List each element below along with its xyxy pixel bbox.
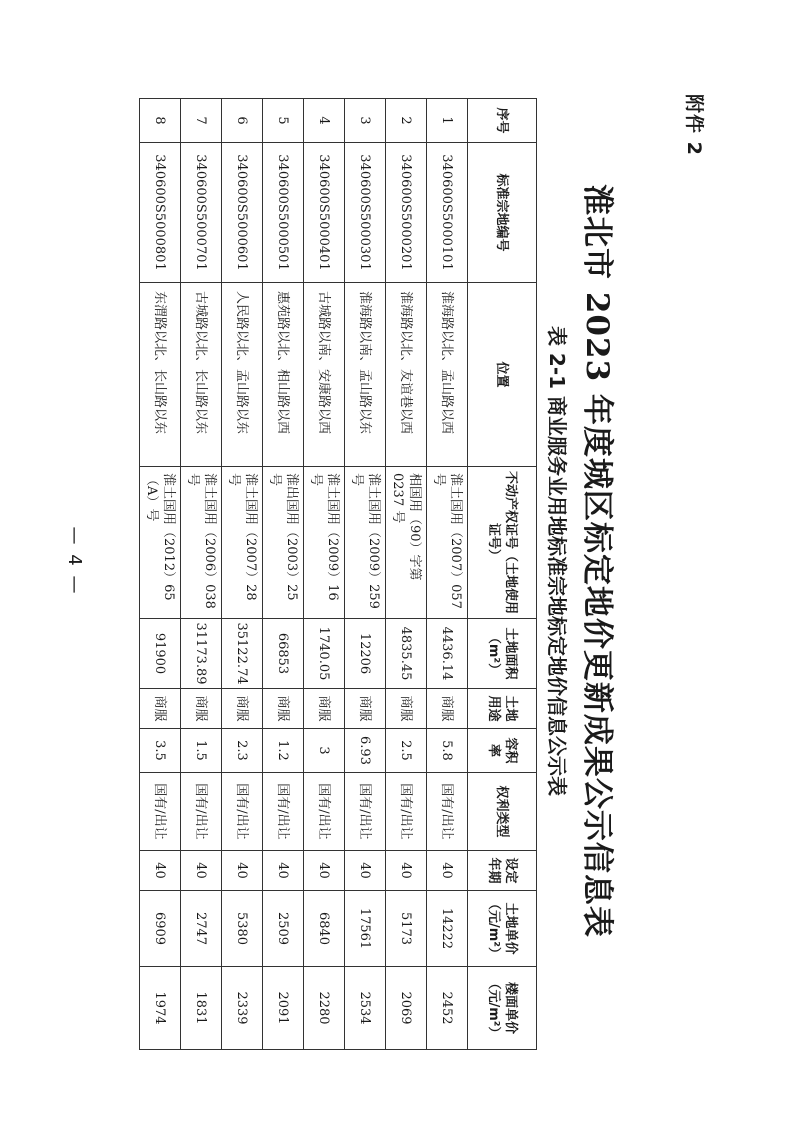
cell-land-use: 商服 [140,689,181,729]
cell-floor-price: 2452 [427,967,468,1050]
col-header: 不动产权证号（土地使用证号） [468,467,537,619]
cell-area: 12206 [345,619,386,689]
cell-floor-price: 2091 [263,967,304,1050]
cell-location: 惠苑路以北、相山路以西 [263,283,304,467]
cell-term: 40 [181,851,222,891]
table-caption: 表 2-1 商业服务业用地标准宗地标定地价信息公示表 [545,325,569,797]
cell-location: 淮海路以北、友谊巷以西 [386,283,427,467]
cell-number: 3 [345,99,386,143]
cell-area: 35122.74 [222,619,263,689]
cell-land-price: 14222 [427,891,468,967]
cell-plot-ratio: 3 [304,729,345,773]
cell-term: 40 [304,851,345,891]
cell-certificate: 淮土国用（2006）038 号 [181,467,222,619]
table-row [181,99,222,1050]
table-row [386,99,427,1050]
cell-location: 古城路以北、长山路以东 [181,283,222,467]
cell-plot-ratio: 1.2 [263,729,304,773]
cell-parcel-code: 340600S5000401 [304,143,345,283]
table-row [304,99,345,1050]
cell-parcel-code: 340600S5000101 [427,143,468,283]
cell-right-type: 国有/出让 [304,773,345,851]
cell-term: 40 [140,851,181,891]
col-header: 土地面积（m²） [468,619,537,689]
cell-location: 东渭路以北、长山路以东 [140,283,181,467]
cell-land-price: 6840 [304,891,345,967]
cell-right-type: 国有/出让 [427,773,468,851]
cell-land-price: 5380 [222,891,263,967]
cell-parcel-code: 340600S5000701 [181,143,222,283]
cell-parcel-code: 340600S5000601 [222,143,263,283]
table-row [222,99,263,1050]
cell-plot-ratio: 6.93 [345,729,386,773]
cell-number: 1 [427,99,468,143]
cell-parcel-code: 340600S5000501 [263,143,304,283]
cell-parcel-code: 340600S5000301 [345,143,386,283]
cell-floor-price: 2534 [345,967,386,1050]
cell-location: 淮海路以北、孟山路以西 [427,283,468,467]
cell-area: 31173.89 [181,619,222,689]
cell-number: 4 [304,99,345,143]
cell-right-type: 国有/出让 [263,773,304,851]
cell-plot-ratio: 3.5 [140,729,181,773]
col-header: 权利类型 [468,773,537,851]
cell-term: 40 [427,851,468,891]
cell-land-use: 商服 [427,689,468,729]
cell-area: 66853 [263,619,304,689]
col-header: 设定年期 [468,851,537,891]
cell-certificate: 淮土国用（2007）28 号 [222,467,263,619]
cell-certificate: 淮土国用（2009）259 号 [345,467,386,619]
cell-land-price: 5173 [386,891,427,967]
cell-certificate: 淮土国用（2007）057 号 [427,467,468,619]
cell-floor-price: 1974 [140,967,181,1050]
cell-plot-ratio: 2.3 [222,729,263,773]
cell-right-type: 国有/出让 [222,773,263,851]
cell-term: 40 [222,851,263,891]
cell-number: 7 [181,99,222,143]
cell-plot-ratio: 5.8 [427,729,468,773]
col-header: 土地单价（元/m²） [468,891,537,967]
col-header: 标准宗地编号 [468,143,537,283]
cell-floor-price: 2280 [304,967,345,1050]
cell-certificate: 淮出国用（2003）25 号 [263,467,304,619]
cell-land-use: 商服 [263,689,304,729]
cell-area: 91900 [140,619,181,689]
col-header: 土地用途 [468,689,537,729]
cell-land-use: 商服 [304,689,345,729]
cell-number: 5 [263,99,304,143]
cell-floor-price: 2069 [386,967,427,1050]
table-row [263,99,304,1050]
page-title: 淮北市 2023 年度城区标定地价更新成果公示信息表 [579,184,615,938]
cell-parcel-code: 340600S5000201 [386,143,427,283]
cell-floor-price: 1831 [181,967,222,1050]
cell-land-price: 2747 [181,891,222,967]
cell-number: 6 [222,99,263,143]
cell-term: 40 [263,851,304,891]
cell-land-use: 商服 [181,689,222,729]
cell-right-type: 国有/出让 [386,773,427,851]
table-row [427,99,468,1050]
cell-right-type: 国有/出让 [140,773,181,851]
cell-floor-price: 2339 [222,967,263,1050]
col-header: 楼面单价（元/m²） [468,967,537,1050]
cell-certificate: 淮土国用（2009）16 号 [304,467,345,619]
cell-area: 4835.45 [386,619,427,689]
cell-right-type: 国有/出让 [181,773,222,851]
cell-location: 淮海路以南、孟山路以东 [345,283,386,467]
cell-number: 8 [140,99,181,143]
col-header: 容积率 [468,729,537,773]
cell-land-use: 商服 [345,689,386,729]
price-table [139,98,537,1050]
table-header-row [468,99,537,1050]
cell-land-price: 2509 [263,891,304,967]
cell-land-use: 商服 [222,689,263,729]
cell-land-price: 17561 [345,891,386,967]
cell-area: 4436.14 [427,619,468,689]
col-header: 序号 [468,99,537,143]
annex-label: 附件 2 [683,94,705,156]
cell-land-use: 商服 [386,689,427,729]
cell-location: 人民路以北、孟山路以东 [222,283,263,467]
cell-right-type: 国有/出让 [345,773,386,851]
cell-area: 1740.05 [304,619,345,689]
cell-plot-ratio: 2.5 [386,729,427,773]
page-number: — 4 — [64,526,85,596]
cell-certificate: 相国用（90）字第 0237 号 [386,467,427,619]
col-header: 位置 [468,283,537,467]
cell-plot-ratio: 1.5 [181,729,222,773]
table-row [345,99,386,1050]
cell-certificate: 淮土国用（2012）65（A）号 [140,467,181,619]
cell-location: 古城路以南、安康路以西 [304,283,345,467]
table-row [140,99,181,1050]
cell-parcel-code: 340600S5000801 [140,143,181,283]
cell-land-price: 6909 [140,891,181,967]
cell-term: 40 [345,851,386,891]
cell-number: 2 [386,99,427,143]
cell-term: 40 [386,851,427,891]
